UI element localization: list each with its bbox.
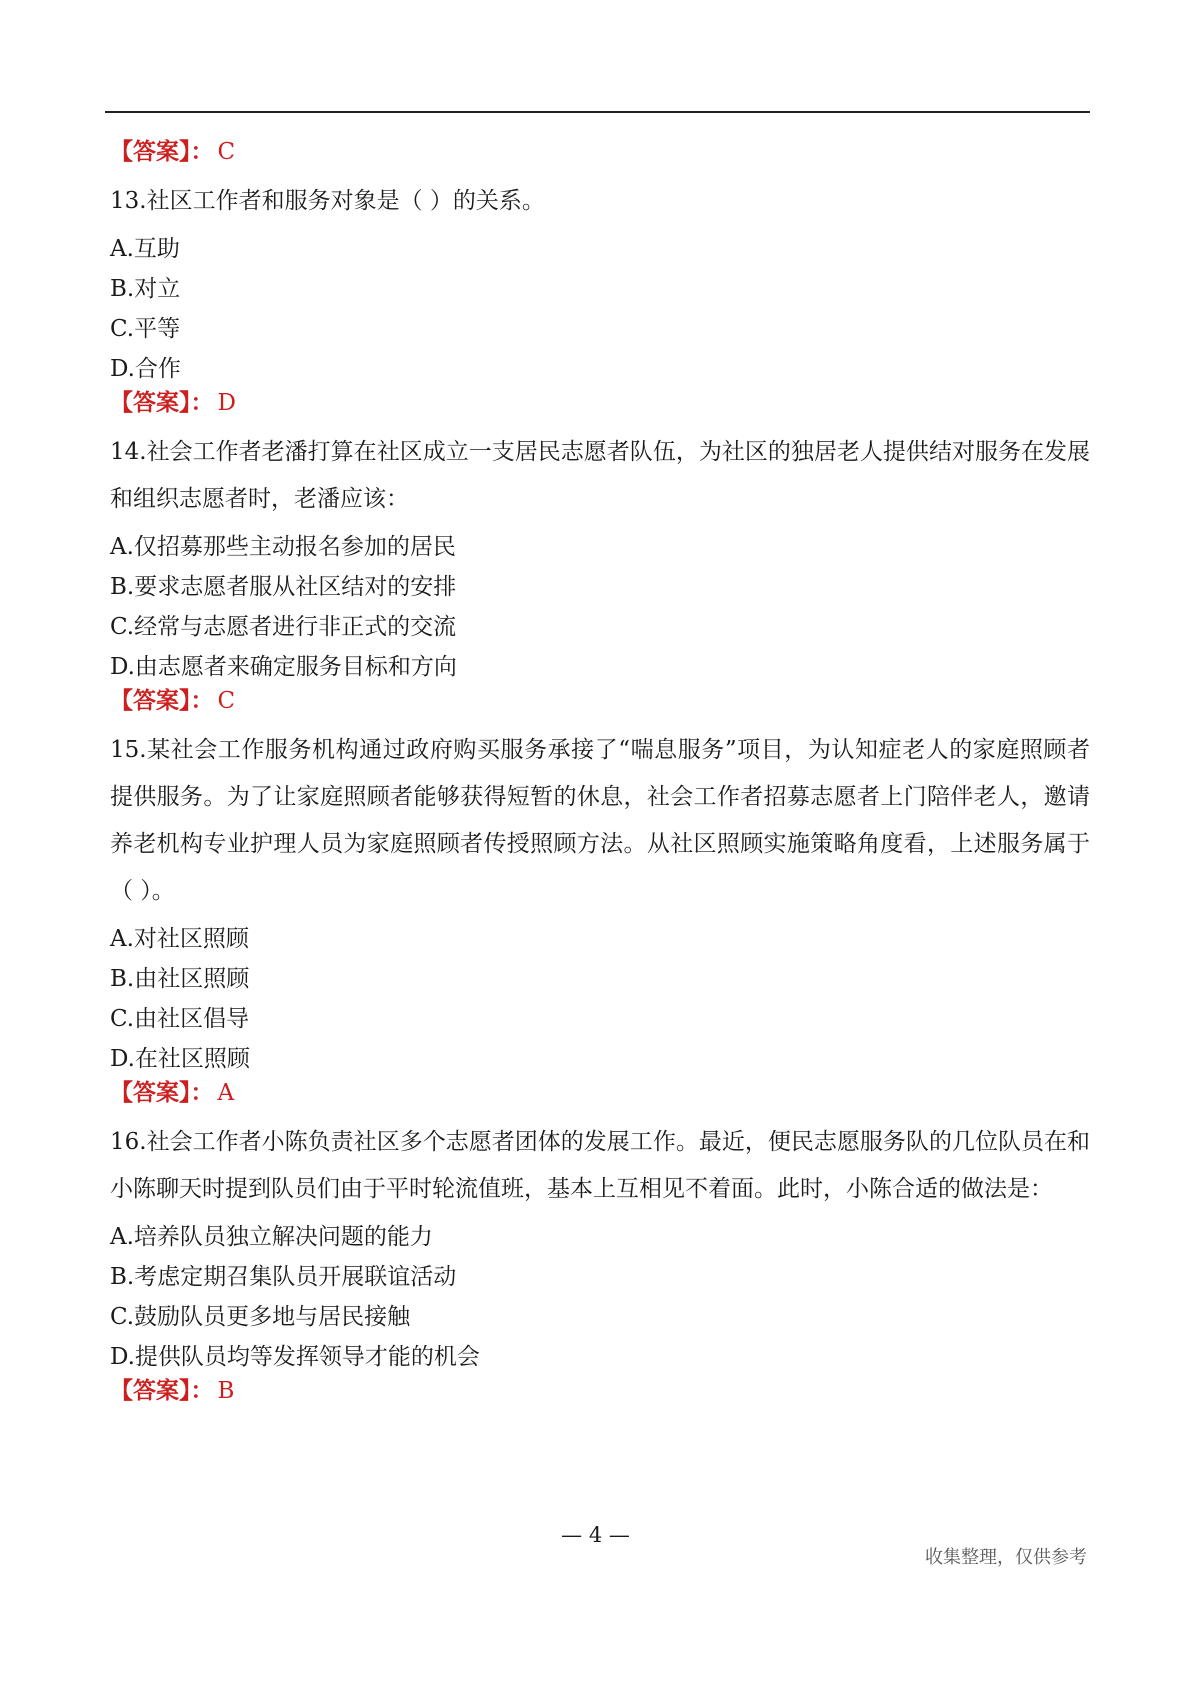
answer-value: C [217,688,236,714]
answer-value: C [217,139,236,165]
question-block-13 [110,178,1090,417]
option-c: C.鼓励队员更多地与居民接触 [110,1304,411,1330]
question-stem: 14.社会工作者老潘打算在社区成立一支居民志愿者队伍，为社区的独居老人提供结对服务在发展和组织志愿者时，老潘应该： [110,439,1090,512]
answer-label: 【答案】： [110,389,214,416]
footer-note: 收集整理，仅供参考 [925,1547,1087,1568]
question-block-14 [110,429,1090,715]
question-stem: 16.社会工作者小陈负责社区多个志愿者团体的发展工作。最近，便民志愿服务队的几位队员在和小陈聊天时提到队员们由于平时轮流值班，基本上互相见不着面。此时，小陈合适的做法是： [110,1129,1090,1202]
question-stem: 15.某社会工作服务机构通过政府购买服务承接了“喘息服务”项目，为认知症老人的家庭照顾者提供服务。为了让家庭照顾者能够获得短暂的休息，社会工作者招募志愿者上门陪伴老人，邀请养老机构专业护理人员为家庭照顾者传授照顾方法。从社区照顾实施策略角度看，上述服务属于（ ）。 [110,737,1090,904]
answer-label: 【答案】： [110,1377,214,1404]
question-block-15 [110,727,1090,1107]
answer-value: B [217,1378,235,1404]
answer-line [110,1079,1090,1107]
answer-line [110,389,1090,417]
option-d: D.提供队员均等发挥领导才能的机会 [110,1344,480,1370]
option-a: A.培养队员独立解决问题的能力 [110,1224,433,1250]
option-c: C.由社区倡导 [110,1006,250,1032]
document-body [110,138,1090,1417]
answer-line [110,687,1090,715]
answer-line [110,1377,1090,1405]
option-b: B.由社区照顾 [110,966,250,992]
answer-value: D [217,390,236,416]
option-d: D.合作 [110,356,181,382]
page-number: — 4 — [561,1523,630,1547]
answer-label: 【答案】： [110,687,214,714]
answer-label: 【答案】： [110,138,214,165]
option-b: B.考虑定期召集队员开展联谊活动 [110,1264,457,1290]
answer-value: A [217,1080,235,1106]
answer-line [110,138,1090,166]
option-c: C.平等 [110,316,181,342]
question-stem: 13.社区工作者和服务对象是（ ）的关系。 [110,188,545,214]
header-rule [105,111,1090,113]
option-b: B.对立 [110,276,181,302]
option-a: A.互助 [110,236,180,262]
option-c: C.经常与志愿者进行非正式的交流 [110,614,457,640]
option-a: A.仅招募那些主动报名参加的居民 [110,534,456,560]
option-d: D.在社区照顾 [110,1046,250,1072]
question-block-16 [110,1119,1090,1405]
option-b: B.要求志愿者服从社区结对的安排 [110,574,457,600]
option-d: D.由志愿者来确定服务目标和方向 [110,654,457,680]
answer-label: 【答案】： [110,1079,214,1106]
option-a: A.对社区照顾 [110,926,249,952]
